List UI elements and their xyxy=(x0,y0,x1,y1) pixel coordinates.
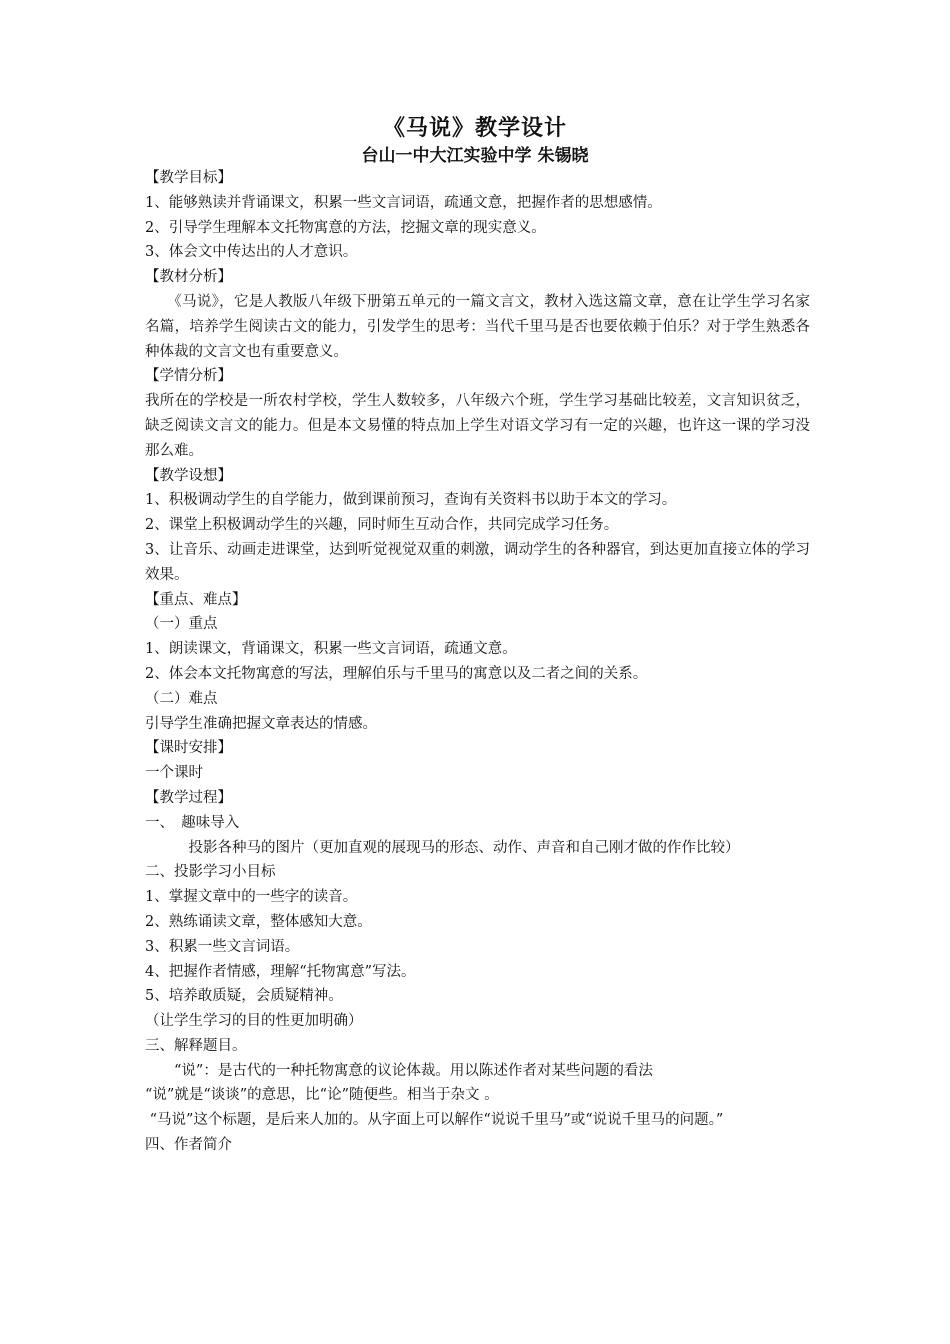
learning-goal-item: 2、熟练诵读文章，整体感知大意。 xyxy=(145,913,372,930)
teaching-idea-item: 1、积极调动学生的自学能力，做到课前预习，查询有关资料书以助于本文的学习。 xyxy=(145,492,677,509)
key-point-item: 1、朗读课文，背诵课文，积累一些文言词语，疏通文意。 xyxy=(145,641,517,658)
objective-item: 2、引导学生理解本文托物寓意的方法，挖掘文章的现实意义。 xyxy=(145,219,546,236)
process-step-heading: 四、作者简介 xyxy=(145,1137,232,1154)
objective-item: 1、能够熟读并背诵课文，积累一些文言词语，疏通文意，把握作者的思想感情。 xyxy=(145,194,662,211)
process-step-heading: 一、 趣味导入 xyxy=(145,814,240,831)
learning-goal-note: （让学生学习的目的性更加明确） xyxy=(145,1013,363,1030)
schedule-text: 一个课时 xyxy=(145,765,203,782)
learning-goal-item: 1、掌握文章中的一些字的读音。 xyxy=(145,889,358,906)
difficulty-item: 引导学生准确把握文章表达的情感。 xyxy=(145,715,377,732)
title-explanation-text: “说”：是古代的一种托物寓意的议论体裁。用以陈述作者对某些问题的看法 xyxy=(145,1062,653,1079)
learning-goal-item: 5、培养敢质疑，会质疑精神。 xyxy=(145,988,343,1005)
section-heading-key-points: 【重点、难点】 xyxy=(145,591,247,608)
subheading-difficulty: （二）难点 xyxy=(145,690,218,707)
section-heading-teaching-ideas: 【教学设想】 xyxy=(145,467,232,484)
section-heading-schedule: 【课时安排】 xyxy=(145,740,232,757)
document-body xyxy=(145,166,810,1158)
process-step-text: 投影各种马的图片（更加直观的展现马的形态、动作、声音和自己刚才做的作作比较） xyxy=(145,839,740,856)
learning-goal-item: 4、把握作者情感，理解“托物寓意”写法。 xyxy=(145,963,416,980)
key-point-item: 2、体会本文托物寓意的写法，理解伯乐与千里马的寓意以及二者之间的关系。 xyxy=(145,665,648,682)
learning-goal-item: 3、积累一些文言词语。 xyxy=(145,938,300,955)
process-step-heading: 三、解释题目。 xyxy=(145,1037,247,1054)
subheading-key-point: （一）重点 xyxy=(145,616,218,633)
teaching-idea-item: 2、课堂上积极调动学生的兴趣，同时师生互动合作，共同完成学习任务。 xyxy=(145,517,619,534)
document-author: 台山一中大江实验中学 朱锡晓 xyxy=(361,146,589,166)
student-analysis-paragraph: 我所在的学校是一所农村学校，学生人数较多，八年级六个班，学生学习基础比较差，文言知识贫乏，缺乏阅读文言文的能力。但是本文易懂的特点加上学生对语文学习有一定的兴趣，也许这一课的学习没那么难。 xyxy=(145,393,810,459)
section-heading-process: 【教学过程】 xyxy=(145,789,232,806)
title-explanation-text: “说”就是“谈谈”的意思，比“论”随便些。相当于杂文 。 xyxy=(145,1087,499,1104)
material-analysis-paragraph: 《马说》，它是人教版八年级下册第五单元的一篇文言文，教材入选这篇文章，意在让学生学习名家名篇，培养学生阅读古文的能力，引发学生的思考：当代千里马是否也要依赖于伯乐？对于学生熟悉各种体裁的文言文也有重要意义。 xyxy=(145,293,810,360)
section-heading-material-analysis: 【教材分析】 xyxy=(145,269,232,286)
section-heading-objectives: 【教学目标】 xyxy=(145,170,232,186)
section-heading-student-analysis: 【学情分析】 xyxy=(145,368,232,385)
document-title: 《马说》教学设计 xyxy=(382,116,567,141)
objective-item: 3、体会文中传达出的人才意识。 xyxy=(145,244,358,261)
teaching-idea-item: 3、让音乐、动画走进课堂，达到听觉视觉双重的刺激，调动学生的各种器官，到达更加直接立体的学习效果。 xyxy=(145,541,810,583)
process-step-heading: 二、投影学习小目标 xyxy=(145,864,276,881)
title-explanation-text: “马说”这个标题，是后来人加的。从字面上可以解作“说说千里马”或“说说千里马的问题。” xyxy=(145,1112,724,1129)
